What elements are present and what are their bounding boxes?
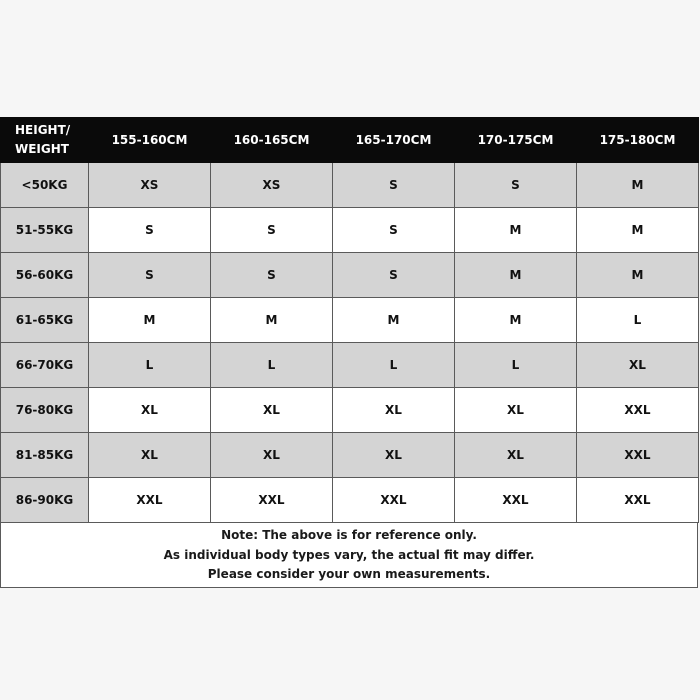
size-cell: XXL: [577, 478, 699, 523]
size-cell: XL: [211, 388, 333, 433]
size-cell: L: [211, 343, 333, 388]
height-header: 170-175CM: [455, 118, 577, 163]
size-cell: S: [89, 208, 211, 253]
size-cell: S: [211, 253, 333, 298]
table-row: [1, 298, 699, 343]
size-cell: XL: [577, 343, 699, 388]
note-line: As individual body types vary, the actual fit may differ.: [163, 547, 535, 562]
header-row: [1, 118, 699, 163]
header-height-label: HEIGHT/: [15, 123, 71, 137]
weight-label: <50KG: [1, 163, 89, 208]
size-cell: XXL: [333, 478, 455, 523]
table-row: [1, 388, 699, 433]
table-row: [1, 253, 699, 298]
weight-label: 56-60KG: [1, 253, 89, 298]
size-cell: S: [333, 208, 455, 253]
size-cell: XXL: [89, 478, 211, 523]
table-row: [1, 478, 699, 523]
header-weight-label: WEIGHT: [15, 142, 69, 156]
weight-label: 76-80KG: [1, 388, 89, 433]
table-row: [1, 433, 699, 478]
size-cell: L: [89, 343, 211, 388]
size-cell: XL: [333, 388, 455, 433]
size-cell: S: [89, 253, 211, 298]
size-cell: XXL: [577, 433, 699, 478]
size-cell: S: [333, 163, 455, 208]
size-cell: M: [89, 298, 211, 343]
reference-note: [0, 523, 698, 588]
size-cell: M: [577, 163, 699, 208]
height-header: 165-170CM: [333, 118, 455, 163]
table-row: [1, 163, 699, 208]
size-cell: L: [577, 298, 699, 343]
table-row: [1, 343, 699, 388]
height-header: 155-160CM: [89, 118, 211, 163]
height-weight-header: [1, 118, 89, 163]
size-chart: [0, 117, 698, 588]
size-cell: S: [333, 253, 455, 298]
size-cell: M: [455, 253, 577, 298]
size-cell: XXL: [211, 478, 333, 523]
note-line: Note: The above is for reference only.: [221, 528, 477, 542]
size-cell: XXL: [455, 478, 577, 523]
note-line: Please consider your own measurements.: [207, 567, 491, 581]
size-cell: M: [455, 298, 577, 343]
weight-label: 86-90KG: [1, 478, 89, 523]
size-cell: L: [333, 343, 455, 388]
height-header: 160-165CM: [211, 118, 333, 163]
size-cell: XXL: [577, 388, 699, 433]
weight-label: 61-65KG: [1, 298, 89, 343]
weight-label: 66-70KG: [1, 343, 89, 388]
height-header: 175-180CM: [577, 118, 699, 163]
size-cell: M: [455, 208, 577, 253]
size-cell: XL: [89, 433, 211, 478]
size-cell: XL: [455, 388, 577, 433]
size-cell: L: [455, 343, 577, 388]
size-cell: XL: [455, 433, 577, 478]
size-cell: S: [211, 208, 333, 253]
weight-label: 81-85KG: [1, 433, 89, 478]
size-cell: XS: [89, 163, 211, 208]
size-cell: XL: [211, 433, 333, 478]
size-cell: XL: [333, 433, 455, 478]
size-cell: M: [211, 298, 333, 343]
size-cell: M: [577, 253, 699, 298]
size-cell: M: [333, 298, 455, 343]
size-cell: XS: [211, 163, 333, 208]
size-cell: M: [577, 208, 699, 253]
size-cell: XL: [89, 388, 211, 433]
table-row: [1, 208, 699, 253]
size-cell: S: [455, 163, 577, 208]
weight-label: 51-55KG: [1, 208, 89, 253]
size-table: [0, 117, 699, 523]
